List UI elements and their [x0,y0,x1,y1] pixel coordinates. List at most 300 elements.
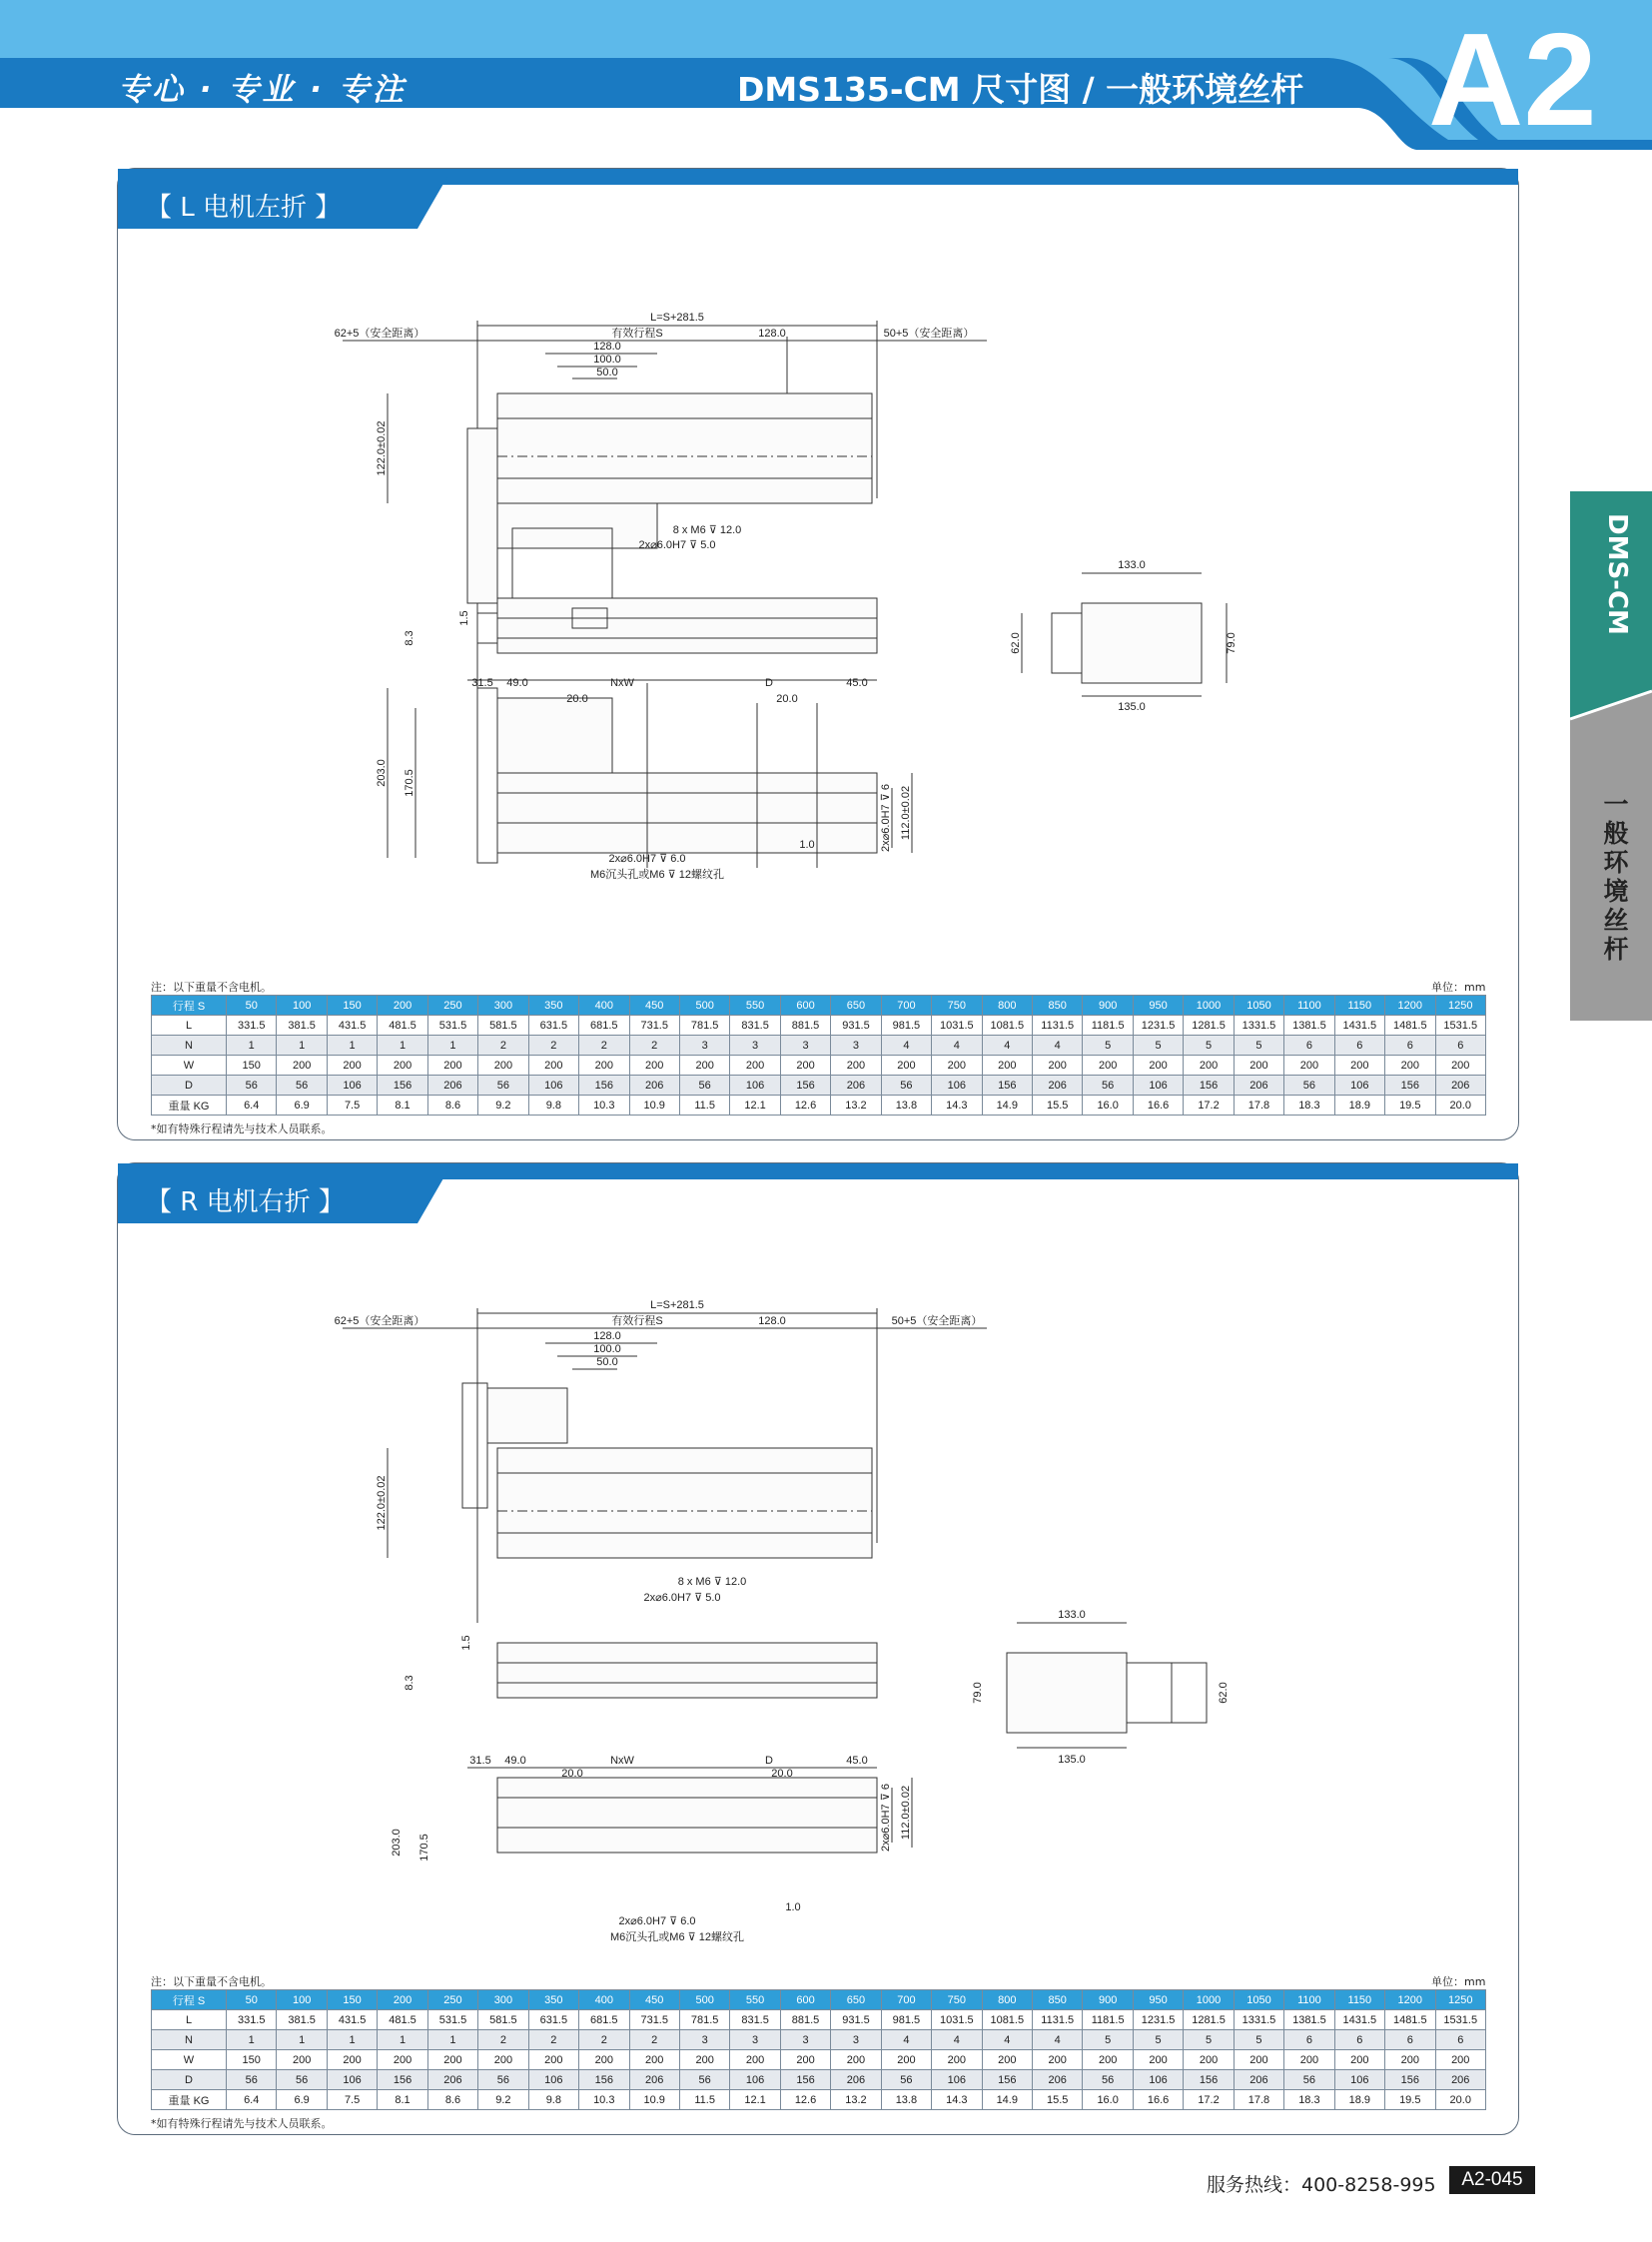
dim-pin-bottom: 2x⌀6.0H7 ⊽ 6.0 [618,1915,696,1927]
dim-170-5: 170.5 [404,769,415,797]
side-tab [1570,491,1652,1021]
table-cell: 156 [579,2070,629,2090]
table-cell: 4 [982,1036,1032,1056]
table-cell: 450 [629,996,679,1016]
row-label: L [152,2010,227,2030]
table-cell: 600 [780,1990,830,2010]
table-cell: 331.5 [227,2010,277,2030]
table-cell: 700 [881,1990,931,2010]
row-label: L [152,1016,227,1036]
table-cell: 550 [730,1990,780,2010]
table-cell: 20.0 [1435,1096,1486,1116]
table-cell: 11.5 [679,1096,729,1116]
table-cell: 3 [780,2030,830,2050]
spec-table [151,995,1486,1116]
table-cell: 156 [780,2070,830,2090]
table-cell: 200 [1133,1056,1183,1076]
table-cell: 56 [1284,1076,1334,1096]
table-cell: 156 [1184,1076,1234,1096]
table-cell: 12.1 [730,2090,780,2110]
table-cell: 400 [579,1990,629,2010]
table-cell: 7.5 [327,1096,377,1116]
table-cell: 900 [1083,996,1133,1016]
table-cell: 10.3 [579,2090,629,2110]
table-cell: 1481.5 [1385,2010,1435,2030]
table-cell: 150 [227,1056,277,1076]
table-cell: 350 [528,1990,578,2010]
table-row [152,1076,1486,1096]
table-cell: 2 [629,1036,679,1056]
table-cell: 681.5 [579,2010,629,2030]
table-cell: 4 [932,1036,982,1056]
table-cell: 1281.5 [1184,2010,1234,2030]
table-cell: 731.5 [629,1016,679,1036]
table-cell: 6.9 [277,2090,327,2110]
table-cell: 200 [378,1990,427,2010]
table-cell: 200 [478,2050,528,2070]
row-label: 重量 KG [152,2090,227,2110]
table-cell: 200 [881,1056,931,1076]
technical-drawing [118,229,1518,881]
table-cell: 400 [579,996,629,1016]
dim-effective-stroke: 有效行程S [611,1315,663,1327]
table-cell: 1081.5 [982,2010,1032,2030]
table-cell: 12.1 [730,1096,780,1116]
table-row [152,1036,1486,1056]
table-cell: 13.2 [831,1096,881,1116]
table-cell: 200 [1385,2050,1435,2070]
table-cell: 1281.5 [1184,1016,1234,1036]
side-tab-category: 一般环境丝杆 [1600,791,1629,965]
table-cell: 106 [327,2070,377,2090]
table-cell: 206 [427,1076,477,1096]
dim-49: 49.0 [506,677,528,689]
table-cell: 2 [528,1036,578,1056]
table-cell: 1381.5 [1284,2010,1334,2030]
dim-counterbore: M6沉头孔或M6 ⊽ 12螺纹孔 [590,869,724,881]
dim-1-0: 1.0 [785,1901,801,1913]
drawing-area [118,1223,1518,1943]
table-cell: 56 [227,2070,277,2090]
table-cell: 800 [982,996,1032,1016]
dim-nxw: NxW [610,677,634,689]
table-cell: 156 [1385,1076,1435,1096]
table-cell: 56 [478,1076,528,1096]
dim-safety-right: 50+5（安全距离） [883,328,975,340]
table-cell: 16.6 [1133,2090,1183,2110]
table-cell: 206 [1435,1076,1486,1096]
dim-safety-left: 62+5（安全距离） [334,1315,425,1327]
table-cell: 900 [1083,1990,1133,2010]
dim-31-5: 31.5 [471,677,493,689]
table-cell: 750 [932,996,982,1016]
table-cell: 13.8 [881,2090,931,2110]
table-cell: 800 [982,1990,1032,2010]
table-cell: 881.5 [780,2010,830,2030]
table-cell: 156 [579,1076,629,1096]
table-cell: 3 [730,1036,780,1056]
table-cell: 4 [881,2030,931,2050]
table-cell: 8.1 [378,1096,427,1116]
table-cell: 14.3 [932,2090,982,2110]
side-tab-model: DMS-CM [1602,513,1632,635]
table-cell: 1531.5 [1435,2010,1486,2030]
table-cell: 18.3 [1284,2090,1334,2110]
dim-50: 50.0 [596,1356,618,1368]
table-cell: 106 [932,2070,982,2090]
dim-100: 100.0 [593,1343,621,1355]
dim-safety-left: 62+5（安全距离） [334,328,425,340]
section-code: A2 [1428,6,1597,153]
dim-safety-right: 50+5（安全距离） [891,1315,983,1327]
table-cell: 56 [478,2070,528,2090]
table-cell: 19.5 [1385,2090,1435,2110]
table-cell: 931.5 [831,1016,881,1036]
table-cell: 750 [932,1990,982,2010]
dim-49: 49.0 [504,1755,526,1767]
table-cell: 200 [679,1056,729,1076]
table-cell: 200 [327,2050,377,2070]
table-cell: 850 [1033,1990,1083,2010]
table-cell: 5 [1133,1036,1183,1056]
dim-total-length: L=S+281.5 [650,312,704,324]
table-cell: 1 [427,1036,477,1056]
dim-1-5: 1.5 [458,610,470,626]
table-cell: 50 [227,1990,277,2010]
table-cell: 14.9 [982,2090,1032,2110]
row-label: N [152,1036,227,1056]
table-cell: 18.3 [1284,1096,1334,1116]
table-cell: 10.9 [629,2090,679,2110]
table-cell: 200 [579,1056,629,1076]
table-cell: 100 [277,996,327,1016]
row-label: W [152,2050,227,2070]
table-cell: 2 [579,1036,629,1056]
table-cell: 200 [780,1056,830,1076]
table-cell: 950 [1133,996,1183,1016]
table-cell: 3 [730,2030,780,2050]
table-cell: 6 [1284,2030,1334,2050]
dim-128: 128.0 [758,1315,786,1327]
table-cell: 1481.5 [1385,1016,1435,1036]
table-cell: 700 [881,996,931,1016]
dim-20a: 20.0 [561,1768,583,1780]
table-cell: 200 [780,2050,830,2070]
table-cell: 1 [227,2030,277,2050]
table-cell: 250 [427,1990,477,2010]
table-cell: 500 [679,996,729,1016]
dim-20b: 20.0 [776,693,798,705]
table-cell: 56 [277,1076,327,1096]
dim-203: 203.0 [376,759,388,787]
table-cell: 200 [1083,2050,1133,2070]
table-cell: 9.8 [528,2090,578,2110]
table-cell: 106 [528,2070,578,2090]
table-cell: 200 [1234,2050,1283,2070]
table-cell: 19.5 [1385,1096,1435,1116]
table-note: 注：以下重量不含电机。 [151,1975,272,1988]
table-cell: 14.3 [932,1096,982,1116]
table-cell: 15.5 [1033,2090,1083,2110]
side-tab-diagonal [1570,681,1652,721]
table-cell: 206 [629,2070,679,2090]
table-cell: 1431.5 [1334,2010,1384,2030]
table-cell: 56 [277,2070,327,2090]
table-cell: 981.5 [881,2010,931,2030]
table-cell: 431.5 [327,1016,377,1036]
table-cell: 381.5 [277,1016,327,1036]
table-cell: 1431.5 [1334,1016,1384,1036]
table-cell: 106 [1133,2070,1183,2090]
table-cell: 1131.5 [1033,1016,1083,1036]
dim-112: 112.0±0.02 [900,1785,912,1841]
row-label: D [152,1076,227,1096]
table-cell: 1031.5 [932,1016,982,1036]
table-cell: 206 [1234,2070,1283,2090]
dim-50: 50.0 [596,367,618,378]
dim-8-3: 8.3 [404,630,415,646]
table-cell: 106 [1133,1076,1183,1096]
table-cell: 200 [1334,2050,1384,2070]
table-cell: 550 [730,996,780,1016]
table-cell: 17.2 [1184,1096,1234,1116]
table-cell: 200 [629,1056,679,1076]
table-cell: 1250 [1435,996,1486,1016]
table-cell: 5 [1234,2030,1283,2050]
table-cell: 156 [982,1076,1032,1096]
table-cell: 200 [1133,2050,1183,2070]
table-cell: 156 [378,2070,427,2090]
table-cell: 1031.5 [932,2010,982,2030]
table-cell: 200 [528,2050,578,2070]
table-cell: 200 [1234,1056,1283,1076]
table-cell: 1 [378,2030,427,2050]
table-cell: 6.4 [227,2090,277,2110]
table-cell: 6.9 [277,1096,327,1116]
dim-203: 203.0 [391,1829,403,1857]
table-cell: 106 [528,1076,578,1096]
table-cell: 1 [327,2030,377,2050]
table-cell: 9.8 [528,1096,578,1116]
table-cell: 1181.5 [1083,2010,1133,2030]
table-cell: 3 [780,1036,830,1056]
table-cell: 6 [1435,2030,1486,2050]
table-cell: 1331.5 [1234,2010,1283,2030]
table-cell: 56 [1083,2070,1133,2090]
table-cell: 600 [780,996,830,1016]
table-cell: 106 [932,1076,982,1096]
table-cell: 6.4 [227,1096,277,1116]
table-cell: 5 [1184,1036,1234,1056]
table-cell: 13.8 [881,1096,931,1116]
dim-counterbore: M6沉头孔或M6 ⊽ 12螺纹孔 [610,1931,744,1943]
table-cell: 156 [1184,2070,1234,2090]
table-cell: 200 [679,2050,729,2070]
table-cell: 18.9 [1334,2090,1384,2110]
table-cell: 56 [227,1076,277,1096]
table-cell: 206 [831,1076,881,1096]
dim-133: 133.0 [1058,1609,1086,1621]
table-footnote: *如有特殊行程请先与技术人员联系。 [151,2117,333,2130]
table-cell: 500 [679,1990,729,2010]
table-cell: 20.0 [1435,2090,1486,2110]
table-cell: 850 [1033,996,1083,1016]
table-cell: 781.5 [679,2010,729,2030]
table-cell: 1331.5 [1234,1016,1283,1036]
spec-table [151,1989,1486,2110]
table-cell: 1000 [1184,1990,1234,2010]
table-cell: 17.2 [1184,2090,1234,2110]
table-cell: 200 [277,1056,327,1076]
dim-79: 79.0 [972,1682,984,1704]
service-hotline: 服务热线：400-8258-995 [1207,2174,1436,2196]
table-cell: 17.8 [1234,2090,1283,2110]
table-cell: 1050 [1234,1990,1283,2010]
slogan: 专心 · 专业 · 专注 [118,72,407,108]
table-cell: 250 [427,996,477,1016]
page-title: DMS135-CM 尺寸图 / 一般环境丝杆 [737,70,1304,109]
dim-135: 135.0 [1058,1754,1086,1766]
table-cell: 2 [528,2030,578,2050]
table-cell: 5 [1184,2030,1234,2050]
table-cell: 631.5 [528,2010,578,2030]
table-cell: 12.6 [780,1096,830,1116]
dim-128: 128.0 [758,328,786,340]
table-cell: 1231.5 [1133,2010,1183,2030]
table-cell: 12.6 [780,2090,830,2110]
table-cell: 200 [982,1056,1032,1076]
table-cell: 206 [831,2070,881,2090]
table-cell: 156 [1385,2070,1435,2090]
dim-1-0: 1.0 [799,839,815,851]
panel-title: 【 L 电机左折 】 [146,193,342,223]
table-cell: 381.5 [277,2010,327,2030]
table-cell: 1 [277,2030,327,2050]
table-cell: 206 [427,2070,477,2090]
table-cell: 1200 [1385,1990,1435,2010]
dim-holes-m6: 8 x M6 ⊽ 12.0 [677,1576,747,1588]
table-cell: 200 [1435,1056,1486,1076]
panel-l-motor-left [117,168,1519,1140]
dim-pin-bottom: 2x⌀6.0H7 ⊽ 6.0 [608,853,686,865]
table-cell: 631.5 [528,1016,578,1036]
table-cell: 200 [378,2050,427,2070]
table-cell: 200 [629,2050,679,2070]
table-cell: 831.5 [730,1016,780,1036]
table-cell: 2 [579,2030,629,2050]
dim-45: 45.0 [846,1755,868,1767]
dim-holes-m6: 8 x M6 ⊽ 12.0 [672,524,742,536]
table-cell: 56 [679,1076,729,1096]
page-number: A2-045 [1449,2166,1535,2194]
dim-height-122: 122.0±0.02 [376,420,388,476]
table-cell: 200 [528,1056,578,1076]
table-cell: 106 [1334,2070,1384,2090]
table-cell: 200 [327,1056,377,1076]
table-row [152,1096,1486,1116]
table-cell: 206 [1234,1076,1283,1096]
table-cell: 11.5 [679,2090,729,2110]
table-unit: 单位：mm [1431,1975,1486,1988]
table-cell: 350 [528,996,578,1016]
table-cell: 200 [1435,2050,1486,2070]
table-cell: 1150 [1334,1990,1384,2010]
dim-31-5: 31.5 [469,1755,491,1767]
table-cell: 4 [881,1036,931,1056]
table-cell: 14.9 [982,1096,1032,1116]
table-cell: 16.0 [1083,1096,1133,1116]
table-cell: 200 [427,1056,477,1076]
dim-height-122: 122.0±0.02 [376,1475,388,1531]
table-cell: 6 [1284,1036,1334,1056]
table-cell: 450 [629,1990,679,2010]
table-cell: 300 [478,996,528,1016]
dim-45: 45.0 [846,677,868,689]
table-cell: 200 [1385,1056,1435,1076]
table-cell: 200 [831,2050,881,2070]
table-cell: 150 [227,2050,277,2070]
table-cell: 5 [1234,1036,1283,1056]
table-cell: 16.6 [1133,1096,1183,1116]
table-cell: 431.5 [327,2010,377,2030]
table-row [152,2090,1486,2110]
table-row [152,2050,1486,2070]
table-cell: 100 [277,1990,327,2010]
table-cell: 1231.5 [1133,1016,1183,1036]
dim-pin-holes: 2x⌀6.0H7 ⊽ 5.0 [638,539,716,551]
table-cell: 156 [982,2070,1032,2090]
table-cell: 6 [1334,1036,1384,1056]
table-cell: 1000 [1184,996,1234,1016]
table-row [152,1056,1486,1076]
table-cell: 200 [378,1056,427,1076]
table-cell: 1081.5 [982,1016,1032,1036]
table-cell: 1250 [1435,1990,1486,2010]
panel-title: 【 R 电机右折 】 [146,1187,345,1217]
table-cell: 200 [378,996,427,1016]
table-cell: 581.5 [478,1016,528,1036]
dim-1-5: 1.5 [460,1635,472,1651]
table-cell: 781.5 [679,1016,729,1036]
table-cell: 5 [1083,1036,1133,1056]
table-cell: 200 [1334,1056,1384,1076]
row-label: D [152,2070,227,2090]
table-cell: 1200 [1385,996,1435,1016]
table-row [152,2030,1486,2050]
table-cell: 6 [1334,2030,1384,2050]
dim-135: 135.0 [1118,701,1146,713]
table-cell: 200 [478,1056,528,1076]
table-cell: 731.5 [629,2010,679,2030]
table-cell: 650 [831,1990,881,2010]
row-label: W [152,1056,227,1076]
table-cell: 200 [1033,1056,1083,1076]
dim-62: 62.0 [1010,632,1022,654]
table-cell: 6 [1435,1036,1486,1056]
technical-drawing [118,1223,1518,1943]
table-cell: 200 [982,2050,1032,2070]
table-cell: 1050 [1234,996,1283,1016]
table-cell: 8.6 [427,1096,477,1116]
table-cell: 16.0 [1083,2090,1133,2110]
dim-62: 62.0 [1218,1682,1230,1704]
table-cell: 56 [1083,1076,1133,1096]
table-cell: 5 [1083,2030,1133,2050]
table-cell: 1100 [1284,996,1334,1016]
dim-d: D [765,677,773,689]
table-cell: 5 [1133,2030,1183,2050]
table-cell: 156 [378,1076,427,1096]
